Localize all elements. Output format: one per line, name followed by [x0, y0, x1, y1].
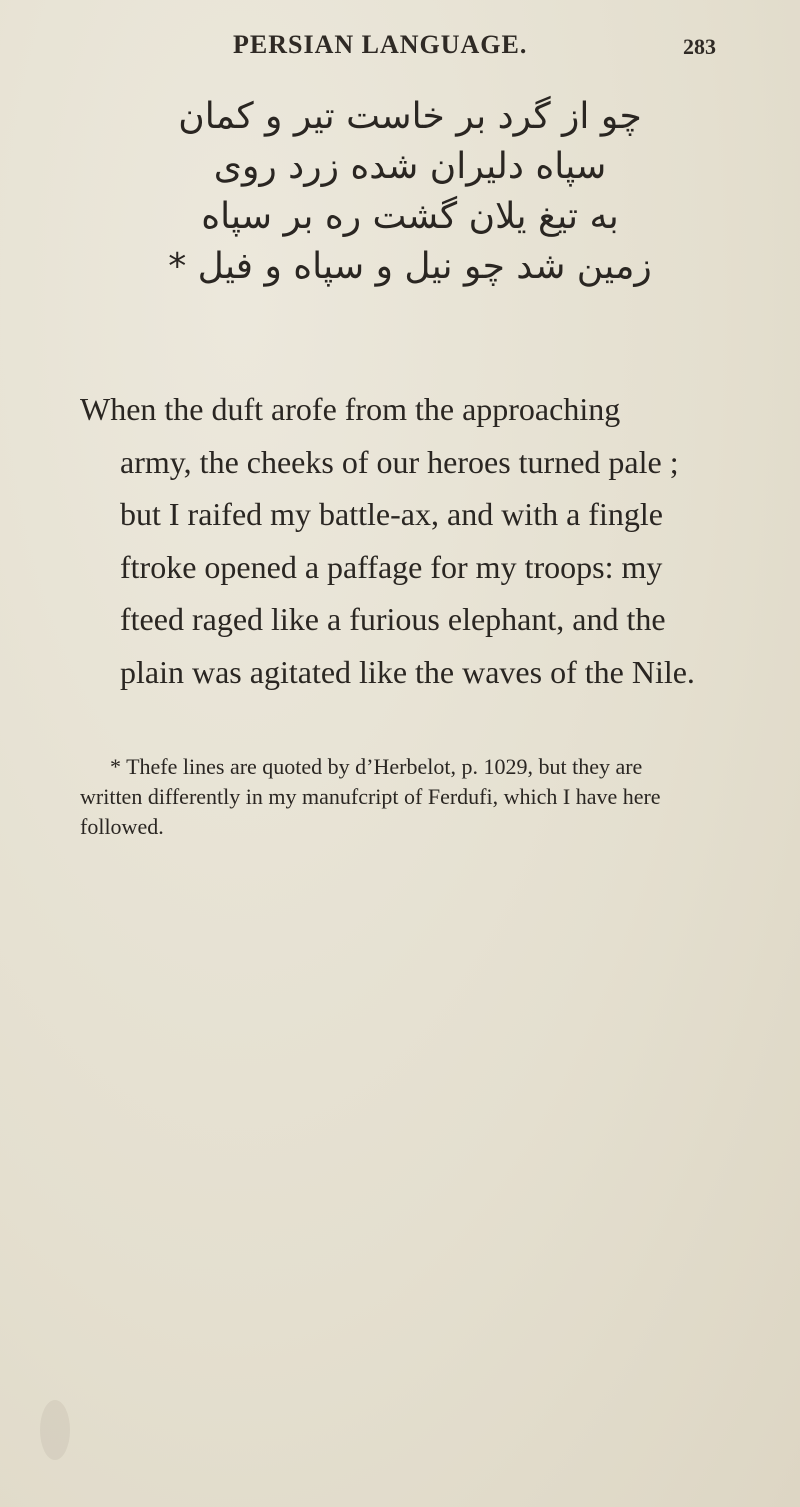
translation-line: army, the cheeks of our heroes turned pale ;: [120, 443, 679, 480]
persian-verse-line: زمین شد چو نیل و سپاه و فیل *: [168, 246, 652, 287]
english-translation: [80, 383, 760, 698]
persian-verse-line: سپاه دلیران شده زرد روی: [213, 146, 607, 187]
translation-line: but I raifed my battle-ax, and with a fingle: [120, 496, 663, 532]
footnote-line: followed.: [80, 814, 164, 839]
persian-verse-line: به تیغ یلان گشت ره بر سپاه: [201, 196, 619, 237]
page-stain: [40, 1400, 70, 1460]
footnote-line: * Thefe lines are quoted by d’Herbelot, p. 1029, but they are: [110, 754, 643, 779]
persian-verse: [150, 92, 670, 292]
translation-line: fteed raged like a furious elephant, and the: [120, 601, 666, 637]
running-title: PERSIAN LANGUAGE.: [233, 30, 528, 59]
footnote: [80, 752, 760, 842]
page-header: [0, 30, 800, 70]
page-number: 283: [683, 34, 716, 59]
translation-line: plain was agitated like the waves of the Nile.: [120, 653, 695, 690]
translation-line: When the duft arofe from the approaching: [80, 391, 621, 427]
persian-verse-line: چو از گرد بر خاست تیر و کمان: [178, 96, 642, 137]
footnote-line: written differently in my manufcript of Ferdufi, which I have here: [80, 784, 661, 809]
translation-line: ftroke opened a paffage for my troops: my: [120, 548, 663, 585]
